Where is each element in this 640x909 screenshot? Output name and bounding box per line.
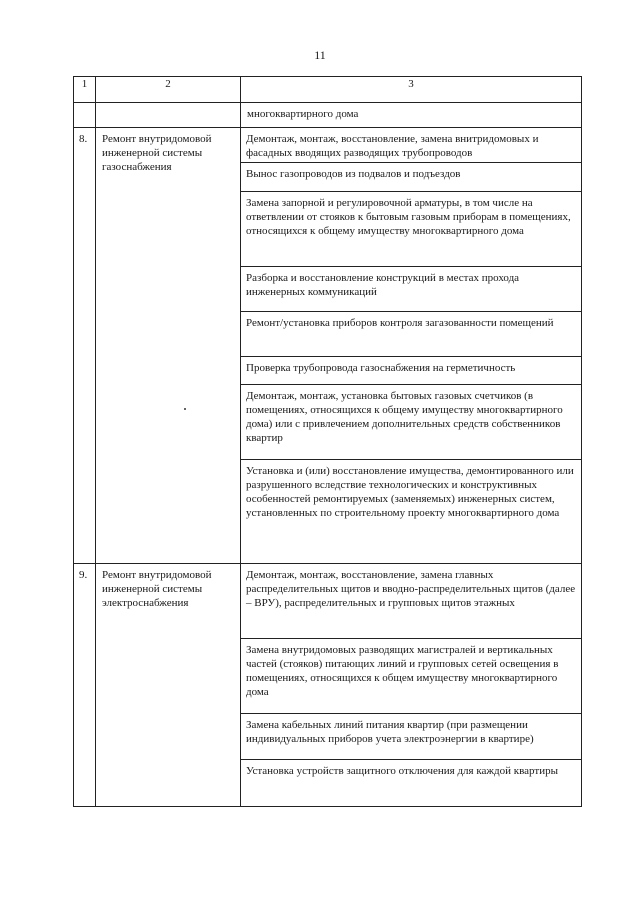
section-number: 8. — [74, 128, 96, 564]
works-list — [241, 564, 582, 807]
table-row-section-9 — [74, 564, 582, 807]
header-cell-2: 2 — [96, 77, 241, 103]
work-item: Демонтаж, монтаж, установка бытовых газовых счетчиков (в помещениях, относящихся к общему имуществу многоквартирного дома) или с привлечением дополнительных средств собственников квартир — [241, 385, 581, 460]
work-item: Разборка и восстановление конструкций в местах прохода инженерных коммуникаций — [241, 267, 581, 312]
work-item: Замена запорной и регулировочной арматуры, в том числе на ответвлении от стояков к бытовым газовым приборам в помещениях, относящихся к общему имуществу многоквартирного дома — [241, 192, 581, 267]
work-item: Вынос газопроводов из подвалов и подъездов — [241, 163, 581, 192]
continuation-text: многоквартирного дома — [241, 103, 582, 128]
header-cell-1: 1 — [74, 77, 96, 103]
header-cell-3: 3 — [241, 77, 582, 103]
work-item: Проверка трубопровода газоснабжения на герметичность — [241, 357, 581, 385]
work-item: Замена кабельных линий питания квартир (при размещении индивидуальных приборов учета электроэнергии в квартире) — [241, 714, 581, 760]
work-item: Ремонт/установка приборов контроля загазованности помещений — [241, 312, 581, 357]
work-item: Установка устройств защитного отключения для каждой квартиры — [246, 765, 558, 777]
work-item: Демонтаж, монтаж, восстановление, замена главных распределительных щитов и вводно-распределительных щитов (далее – ВРУ), распределительных и групповых щитов этажных — [241, 564, 581, 639]
continuation-row — [74, 103, 582, 128]
table-header-row — [74, 77, 582, 103]
work-item: Установка и (или) восстановление имущества, демонтированного или разрушенного вследствие технологических и конструктивных особенностей ремонтируемых (заменяемых) инженерных систем, установленных по строительному проекту многоквартирного дома — [246, 465, 574, 519]
works-table — [73, 76, 582, 807]
section-number: 9. — [74, 564, 96, 807]
works-list — [241, 128, 582, 564]
table-row-section-8 — [74, 128, 582, 564]
work-item: Замена внутридомовых разводящих магистралей и вертикальных частей (стояков) питающих линий и групповых сетей освещения в помещениях, относящихся к общем имуществу многоквартирного дома — [241, 639, 581, 714]
section-title: Ремонт внутридомовой инженерной системы газоснабжения — [96, 128, 241, 564]
page-number: 11 — [314, 48, 326, 62]
scan-dot — [184, 408, 186, 410]
work-item: Демонтаж, монтаж, восстановление, замена внитридомовых и фасадных вводящих разводящих трубопроводов — [241, 128, 581, 163]
section-title: Ремонт внутридомовой инженерной системы электроснабжения — [96, 564, 241, 807]
